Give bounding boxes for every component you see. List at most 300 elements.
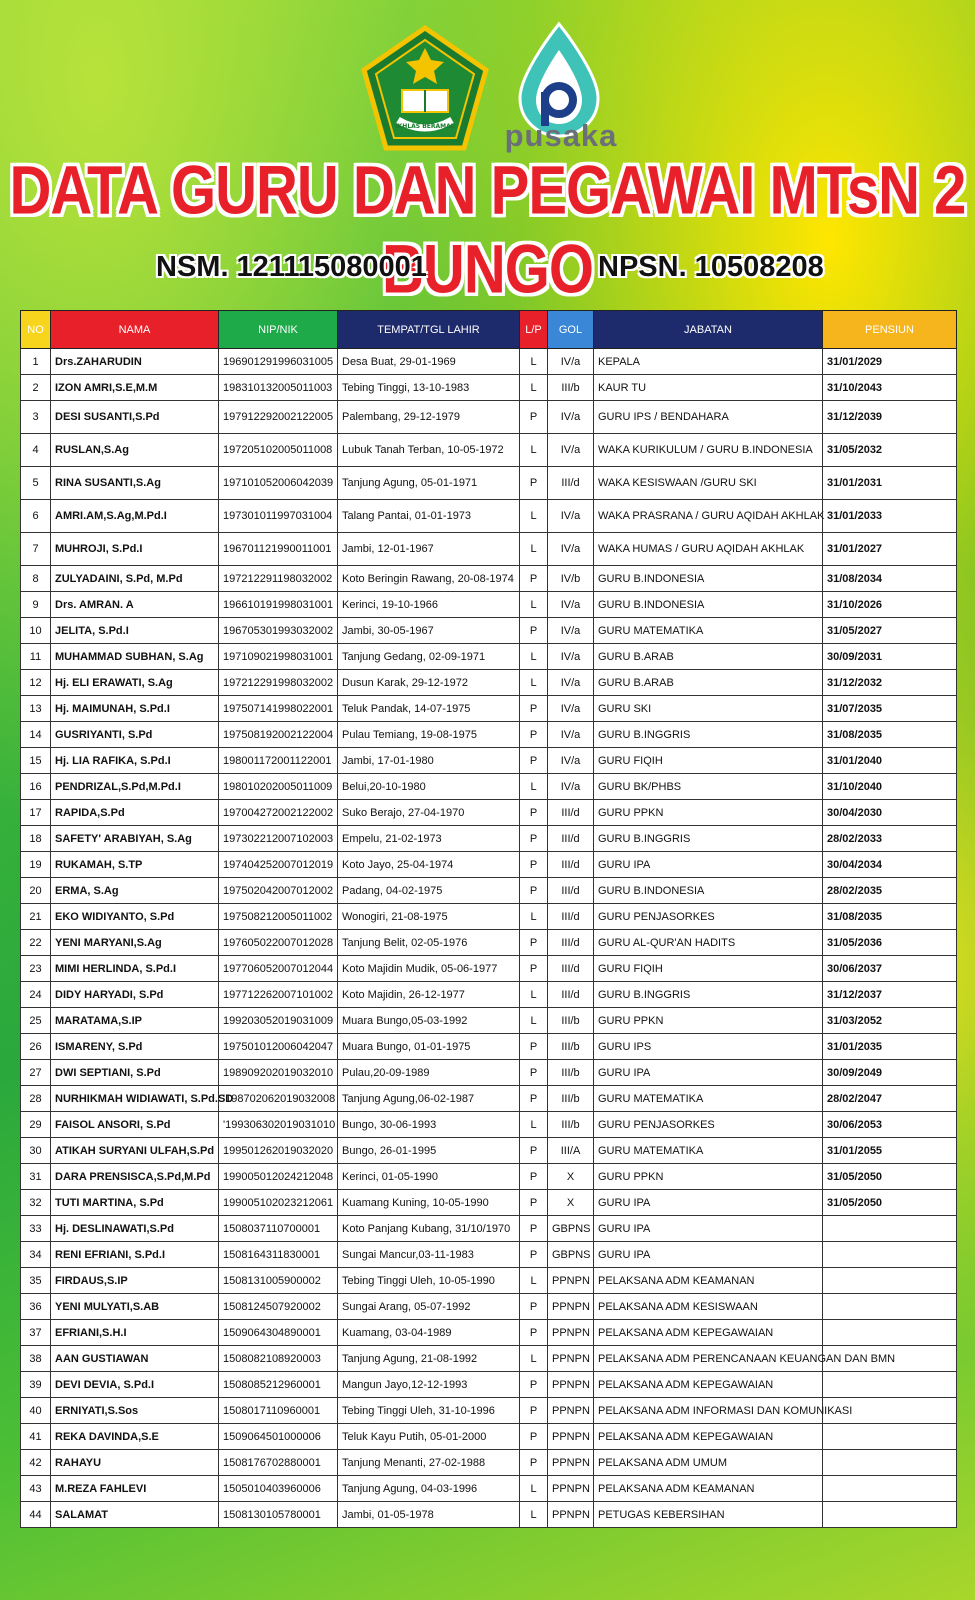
cell-pensiun bbox=[823, 1476, 957, 1502]
cell-gol: PPNPN bbox=[548, 1424, 594, 1450]
cell-lp: L bbox=[520, 1346, 548, 1372]
cell-no: 35 bbox=[21, 1268, 51, 1294]
cell-pensiun: 31/12/2037 bbox=[823, 982, 957, 1008]
cell-lp: P bbox=[520, 1320, 548, 1346]
cell-gol: III/d bbox=[548, 826, 594, 852]
cell-nama: RAHAYU bbox=[51, 1450, 219, 1476]
table-row bbox=[21, 1242, 957, 1268]
cell-no: 9 bbox=[21, 592, 51, 618]
table-row bbox=[21, 982, 957, 1008]
cell-gol: X bbox=[548, 1190, 594, 1216]
cell-lp: P bbox=[520, 1164, 548, 1190]
cell-tempat-tgl-lahir: Tebing Tinggi, 13-10-1983 bbox=[338, 375, 520, 401]
cell-no: 30 bbox=[21, 1138, 51, 1164]
npsn-label: NPSN. 10508208 bbox=[598, 251, 824, 283]
table-row bbox=[21, 826, 957, 852]
table-row bbox=[21, 1424, 957, 1450]
table-row bbox=[21, 1476, 957, 1502]
cell-pensiun bbox=[823, 1424, 957, 1450]
cell-tempat-tgl-lahir: Muara Bungo, 01-01-1975 bbox=[338, 1034, 520, 1060]
cell-tempat-tgl-lahir: Mangun Jayo,12-12-1993 bbox=[338, 1372, 520, 1398]
cell-nama: ATIKAH SURYANI ULFAH,S.Pd bbox=[51, 1138, 219, 1164]
header-lp: L/P bbox=[520, 311, 548, 349]
cell-no: 14 bbox=[21, 722, 51, 748]
cell-nip: 197212291998032002 bbox=[219, 670, 338, 696]
cell-gol: III/A bbox=[548, 1138, 594, 1164]
cell-no: 23 bbox=[21, 956, 51, 982]
cell-jabatan: KEPALA bbox=[594, 349, 823, 375]
cell-jabatan: PELAKSANA ADM KESISWAAN bbox=[594, 1294, 823, 1320]
cell-jabatan: GURU B.INDONESIA bbox=[594, 592, 823, 618]
cell-nip: 1508124507920002 bbox=[219, 1294, 338, 1320]
cell-jabatan: GURU B.INGGRIS bbox=[594, 826, 823, 852]
cell-jabatan: WAKA PRASRANA / GURU AQIDAH AKHLAK bbox=[594, 500, 823, 533]
cell-no: 22 bbox=[21, 930, 51, 956]
cell-nip: 1508085212960001 bbox=[219, 1372, 338, 1398]
cell-jabatan: KAUR TU bbox=[594, 375, 823, 401]
cell-pensiun bbox=[823, 1242, 957, 1268]
cell-pensiun: 28/02/2033 bbox=[823, 826, 957, 852]
cell-lp: P bbox=[520, 401, 548, 434]
header-tempat-tgl-lahir: TEMPAT/TGL LAHIR bbox=[338, 311, 520, 349]
table-row bbox=[21, 878, 957, 904]
cell-nip: 197501012006042047 bbox=[219, 1034, 338, 1060]
table-row bbox=[21, 1268, 957, 1294]
cell-no: 8 bbox=[21, 566, 51, 592]
cell-no: 2 bbox=[21, 375, 51, 401]
cell-nama: ISMARENY, S.Pd bbox=[51, 1034, 219, 1060]
cell-gol: III/b bbox=[548, 1086, 594, 1112]
cell-nama: RAPIDA,S.Pd bbox=[51, 800, 219, 826]
cell-nip: 197912292002122005 bbox=[219, 401, 338, 434]
cell-nip: 197301011997031004 bbox=[219, 500, 338, 533]
cell-nip: 1508017110960001 bbox=[219, 1398, 338, 1424]
cell-no: 19 bbox=[21, 852, 51, 878]
cell-nip: 197109021998031001 bbox=[219, 644, 338, 670]
cell-no: 21 bbox=[21, 904, 51, 930]
cell-pensiun: 30/04/2034 bbox=[823, 852, 957, 878]
cell-nama: FAISOL ANSORI, S.Pd bbox=[51, 1112, 219, 1138]
cell-pensiun: 30/09/2049 bbox=[823, 1060, 957, 1086]
cell-lp: P bbox=[520, 852, 548, 878]
cell-nip: 196705301993032002 bbox=[219, 618, 338, 644]
cell-tempat-tgl-lahir: Koto Panjang Kubang, 31/10/1970 bbox=[338, 1216, 520, 1242]
cell-gol: PPNPN bbox=[548, 1372, 594, 1398]
cell-nama: AMRI.AM,S.Ag,M.Pd.I bbox=[51, 500, 219, 533]
cell-nip: 198010202005011009 bbox=[219, 774, 338, 800]
cell-jabatan: GURU IPA bbox=[594, 1060, 823, 1086]
cell-jabatan: GURU B.ARAB bbox=[594, 644, 823, 670]
cell-gol: III/b bbox=[548, 1034, 594, 1060]
cell-nama: DWI SEPTIANI, S.Pd bbox=[51, 1060, 219, 1086]
cell-tempat-tgl-lahir: Jambi, 17-01-1980 bbox=[338, 748, 520, 774]
cell-nama: ZULYADAINI, S.Pd, M.Pd bbox=[51, 566, 219, 592]
cell-no: 34 bbox=[21, 1242, 51, 1268]
cell-no: 39 bbox=[21, 1372, 51, 1398]
cell-nip: 199501262019032020 bbox=[219, 1138, 338, 1164]
cell-tempat-tgl-lahir: Tebing Tinggi Uleh, 10-05-1990 bbox=[338, 1268, 520, 1294]
cell-jabatan: PELAKSANA ADM KEPEGAWAIAN bbox=[594, 1372, 823, 1398]
cell-no: 38 bbox=[21, 1346, 51, 1372]
cell-pensiun: 30/04/2030 bbox=[823, 800, 957, 826]
cell-lp: P bbox=[520, 930, 548, 956]
cell-nama: SAFETY' ARABIYAH, S.Ag bbox=[51, 826, 219, 852]
table-row bbox=[21, 1008, 957, 1034]
cell-gol: IV/b bbox=[548, 566, 594, 592]
kemenag-logo-icon bbox=[358, 24, 492, 156]
cell-tempat-tgl-lahir: Suko Berajo, 27-04-1970 bbox=[338, 800, 520, 826]
cell-nama: EFRIANI,S.H.I bbox=[51, 1320, 219, 1346]
cell-tempat-tgl-lahir: Padang, 04-02-1975 bbox=[338, 878, 520, 904]
header bbox=[0, 0, 975, 308]
cell-pensiun: 30/06/2037 bbox=[823, 956, 957, 982]
cell-lp: P bbox=[520, 1086, 548, 1112]
cell-no: 26 bbox=[21, 1034, 51, 1060]
cell-nama: Hj. DESLINAWATI,S.Pd bbox=[51, 1216, 219, 1242]
cell-tempat-tgl-lahir: Palembang, 29-12-1979 bbox=[338, 401, 520, 434]
cell-jabatan: GURU PENJASORKES bbox=[594, 904, 823, 930]
table-row bbox=[21, 533, 957, 566]
cell-tempat-tgl-lahir: Sungai Arang, 05-07-1992 bbox=[338, 1294, 520, 1320]
cell-pensiun bbox=[823, 1450, 957, 1476]
cell-tempat-tgl-lahir: Talang Pantai, 01-01-1973 bbox=[338, 500, 520, 533]
table-body bbox=[21, 349, 957, 1528]
cell-nama: MIMI HERLINDA, S.Pd.I bbox=[51, 956, 219, 982]
cell-gol: III/d bbox=[548, 878, 594, 904]
table-row bbox=[21, 1346, 957, 1372]
cell-gol: III/d bbox=[548, 467, 594, 500]
cell-tempat-tgl-lahir: Koto Majidin Mudik, 05-06-1977 bbox=[338, 956, 520, 982]
cell-nip: '198702062019032008 bbox=[219, 1086, 338, 1112]
cell-jabatan: GURU IPA bbox=[594, 852, 823, 878]
cell-jabatan: GURU IPS bbox=[594, 1034, 823, 1060]
cell-tempat-tgl-lahir: Tanjung Belit, 02-05-1976 bbox=[338, 930, 520, 956]
table-row bbox=[21, 670, 957, 696]
cell-nip: 196701121990011001 bbox=[219, 533, 338, 566]
cell-lp: P bbox=[520, 1242, 548, 1268]
cell-nama: FIRDAUS,S.IP bbox=[51, 1268, 219, 1294]
cell-nama: Hj. LIA RAFIKA, S.Pd.I bbox=[51, 748, 219, 774]
cell-no: 36 bbox=[21, 1294, 51, 1320]
cell-lp: P bbox=[520, 1424, 548, 1450]
cell-no: 20 bbox=[21, 878, 51, 904]
table-row bbox=[21, 1034, 957, 1060]
cell-nip: 197508212005011002 bbox=[219, 904, 338, 930]
cell-no: 28 bbox=[21, 1086, 51, 1112]
cell-nip: 1508082108920003 bbox=[219, 1346, 338, 1372]
cell-jabatan: GURU FIQIH bbox=[594, 956, 823, 982]
page-title: DATA GURU DAN PEGAWAI MTsN 2 BUNGO bbox=[9, 152, 966, 308]
cell-gol: IV/a bbox=[548, 618, 594, 644]
table-row bbox=[21, 1138, 957, 1164]
cell-gol: IV/a bbox=[548, 722, 594, 748]
cell-jabatan: WAKA KURIKULUM / GURU B.INDONESIA bbox=[594, 434, 823, 467]
cell-nip: 199005012024212048 bbox=[219, 1164, 338, 1190]
cell-nip: 1509064304890001 bbox=[219, 1320, 338, 1346]
cell-nip: 1508131005900002 bbox=[219, 1268, 338, 1294]
cell-pensiun bbox=[823, 1320, 957, 1346]
cell-tempat-tgl-lahir: Pulau,20-09-1989 bbox=[338, 1060, 520, 1086]
cell-gol: PPNPN bbox=[548, 1268, 594, 1294]
table-row bbox=[21, 800, 957, 826]
cell-no: 43 bbox=[21, 1476, 51, 1502]
cell-pensiun: 31/05/2036 bbox=[823, 930, 957, 956]
table-row bbox=[21, 375, 957, 401]
cell-tempat-tgl-lahir: Koto Jayo, 25-04-1974 bbox=[338, 852, 520, 878]
cell-jabatan: GURU FIQIH bbox=[594, 748, 823, 774]
cell-nama: DARA PRENSISCA,S.Pd,M.Pd bbox=[51, 1164, 219, 1190]
table-row bbox=[21, 401, 957, 434]
table-row bbox=[21, 644, 957, 670]
cell-nip: 1505010403960006 bbox=[219, 1476, 338, 1502]
cell-nama: RINA SUSANTI,S.Ag bbox=[51, 467, 219, 500]
cell-lp: L bbox=[520, 349, 548, 375]
cell-no: 33 bbox=[21, 1216, 51, 1242]
cell-tempat-tgl-lahir: Teluk Pandak, 14-07-1975 bbox=[338, 696, 520, 722]
cell-nama: RENI EFRIANI, S.Pd.I bbox=[51, 1242, 219, 1268]
cell-no: 1 bbox=[21, 349, 51, 375]
cell-pensiun: 31/10/2043 bbox=[823, 375, 957, 401]
cell-tempat-tgl-lahir: Kuamang, 03-04-1989 bbox=[338, 1320, 520, 1346]
cell-no: 40 bbox=[21, 1398, 51, 1424]
cell-jabatan: PELAKSANA ADM KEAMANAN bbox=[594, 1476, 823, 1502]
table-row bbox=[21, 1450, 957, 1476]
pusaka-label: pusaka bbox=[504, 118, 618, 153]
cell-no: 5 bbox=[21, 467, 51, 500]
cell-nip: 197101052006042039 bbox=[219, 467, 338, 500]
cell-lp: L bbox=[520, 375, 548, 401]
cell-gol: PPNPN bbox=[548, 1294, 594, 1320]
cell-gol: III/d bbox=[548, 930, 594, 956]
cell-pensiun: 31/08/2035 bbox=[823, 722, 957, 748]
kemenag-motto: IKHLAS BERAMAL bbox=[395, 123, 455, 130]
cell-tempat-tgl-lahir: Kerinci, 19-10-1966 bbox=[338, 592, 520, 618]
cell-lp: P bbox=[520, 1450, 548, 1476]
cell-nip: 196610191998031001 bbox=[219, 592, 338, 618]
cell-jabatan: GURU PPKN bbox=[594, 800, 823, 826]
header-nip: NIP/NIK bbox=[219, 311, 338, 349]
cell-nama: RUSLAN,S.Ag bbox=[51, 434, 219, 467]
cell-no: 18 bbox=[21, 826, 51, 852]
cell-pensiun: 31/05/2027 bbox=[823, 618, 957, 644]
cell-gol: III/b bbox=[548, 1060, 594, 1086]
cell-pensiun bbox=[823, 1216, 957, 1242]
cell-tempat-tgl-lahir: Lubuk Tanah Terban, 10-05-1972 bbox=[338, 434, 520, 467]
cell-nama: JELITA, S.Pd.I bbox=[51, 618, 219, 644]
cell-no: 25 bbox=[21, 1008, 51, 1034]
cell-nama: PENDRIZAL,S.Pd,M.Pd.I bbox=[51, 774, 219, 800]
cell-nama: ERNIYATI,S.Sos bbox=[51, 1398, 219, 1424]
cell-lp: L bbox=[520, 904, 548, 930]
cell-nama: ERMA, S.Ag bbox=[51, 878, 219, 904]
cell-pensiun: 31/08/2035 bbox=[823, 904, 957, 930]
cell-nama: Drs. AMRAN. A bbox=[51, 592, 219, 618]
cell-lp: P bbox=[520, 1216, 548, 1242]
cell-jabatan: PELAKSANA ADM INFORMASI DAN KOMUNIKASI bbox=[594, 1398, 823, 1424]
cell-jabatan: PELAKSANA ADM UMUM bbox=[594, 1450, 823, 1476]
staff-table bbox=[20, 310, 957, 1528]
table-row bbox=[21, 1372, 957, 1398]
cell-nama: NURHIKMAH WIDIAWATI, S.Pd.SD bbox=[51, 1086, 219, 1112]
table-row bbox=[21, 930, 957, 956]
cell-nip: 197605022007012028 bbox=[219, 930, 338, 956]
cell-pensiun: 31/10/2026 bbox=[823, 592, 957, 618]
cell-tempat-tgl-lahir: Tanjung Menanti, 27-02-1988 bbox=[338, 1450, 520, 1476]
table-row bbox=[21, 566, 957, 592]
cell-no: 12 bbox=[21, 670, 51, 696]
cell-tempat-tgl-lahir: Jambi, 12-01-1967 bbox=[338, 533, 520, 566]
cell-no: 27 bbox=[21, 1060, 51, 1086]
cell-tempat-tgl-lahir: Empelu, 21-02-1973 bbox=[338, 826, 520, 852]
cell-lp: P bbox=[520, 1060, 548, 1086]
cell-no: 7 bbox=[21, 533, 51, 566]
cell-gol: III/d bbox=[548, 982, 594, 1008]
table-row bbox=[21, 349, 957, 375]
cell-pensiun bbox=[823, 1372, 957, 1398]
cell-jabatan: GURU B.INDONESIA bbox=[594, 878, 823, 904]
cell-tempat-tgl-lahir: Teluk Kayu Putih, 05-01-2000 bbox=[338, 1424, 520, 1450]
cell-tempat-tgl-lahir: Belui,20-10-1980 bbox=[338, 774, 520, 800]
table-row bbox=[21, 592, 957, 618]
cell-jabatan: GURU BK/PHBS bbox=[594, 774, 823, 800]
cell-pensiun: 31/01/2027 bbox=[823, 533, 957, 566]
cell-no: 11 bbox=[21, 644, 51, 670]
cell-lp: L bbox=[520, 1112, 548, 1138]
cell-nama: EKO WIDIYANTO, S.Pd bbox=[51, 904, 219, 930]
cell-nama: MUHAMMAD SUBHAN, S.Ag bbox=[51, 644, 219, 670]
cell-no: 15 bbox=[21, 748, 51, 774]
cell-nama: YENI MULYATI,S.AB bbox=[51, 1294, 219, 1320]
cell-nip: 1508164311830001 bbox=[219, 1242, 338, 1268]
cell-gol: III/b bbox=[548, 375, 594, 401]
cell-nip: 197706052007012044 bbox=[219, 956, 338, 982]
cell-jabatan: GURU MATEMATIKA bbox=[594, 1138, 823, 1164]
cell-no: 29 bbox=[21, 1112, 51, 1138]
cell-nip: '199306302019031010 bbox=[219, 1112, 338, 1138]
cell-lp: P bbox=[520, 1294, 548, 1320]
cell-no: 10 bbox=[21, 618, 51, 644]
cell-nama: MARATAMA,S.IP bbox=[51, 1008, 219, 1034]
cell-lp: P bbox=[520, 826, 548, 852]
cell-no: 16 bbox=[21, 774, 51, 800]
cell-gol: GBPNS bbox=[548, 1242, 594, 1268]
cell-pensiun: 31/12/2032 bbox=[823, 670, 957, 696]
cell-jabatan: GURU PPKN bbox=[594, 1008, 823, 1034]
cell-tempat-tgl-lahir: Kerinci, 01-05-1990 bbox=[338, 1164, 520, 1190]
cell-jabatan: PELAKSANA ADM PERENCANAAN KEUANGAN DAN BMN bbox=[594, 1346, 823, 1372]
cell-nip: 198001172001122001 bbox=[219, 748, 338, 774]
cell-jabatan: GURU IPA bbox=[594, 1242, 823, 1268]
cell-gol: III/d bbox=[548, 800, 594, 826]
table-row bbox=[21, 1320, 957, 1346]
cell-jabatan: GURU B.INGGRIS bbox=[594, 722, 823, 748]
cell-gol: IV/a bbox=[548, 644, 594, 670]
cell-lp: L bbox=[520, 592, 548, 618]
cell-gol: PPNPN bbox=[548, 1476, 594, 1502]
table-row bbox=[21, 1190, 957, 1216]
table-row bbox=[21, 434, 957, 467]
table-row bbox=[21, 1294, 957, 1320]
cell-jabatan: WAKA HUMAS / GURU AQIDAH AKHLAK bbox=[594, 533, 823, 566]
cell-jabatan: GURU MATEMATIKA bbox=[594, 618, 823, 644]
cell-jabatan: GURU IPS / BENDAHARA bbox=[594, 401, 823, 434]
cell-jabatan: PETUGAS KEBERSIHAN bbox=[594, 1502, 823, 1528]
cell-pensiun: 31/01/2055 bbox=[823, 1138, 957, 1164]
cell-nip: 197004272002122002 bbox=[219, 800, 338, 826]
cell-gol: PPNPN bbox=[548, 1346, 594, 1372]
cell-no: 13 bbox=[21, 696, 51, 722]
cell-tempat-tgl-lahir: Dusun Karak, 29-12-1972 bbox=[338, 670, 520, 696]
cell-jabatan: PELAKSANA ADM KEPEGAWAIAN bbox=[594, 1424, 823, 1450]
cell-nama: Drs.ZAHARUDIN bbox=[51, 349, 219, 375]
cell-pensiun: 31/10/2040 bbox=[823, 774, 957, 800]
cell-pensiun: 31/07/2035 bbox=[823, 696, 957, 722]
cell-tempat-tgl-lahir: Tanjung Agung, 21-08-1992 bbox=[338, 1346, 520, 1372]
cell-lp: P bbox=[520, 1138, 548, 1164]
cell-lp: L bbox=[520, 774, 548, 800]
cell-nama: M.REZA FAHLEVI bbox=[51, 1476, 219, 1502]
cell-jabatan: PELAKSANA ADM KEPEGAWAIAN bbox=[594, 1320, 823, 1346]
cell-nama: SALAMAT bbox=[51, 1502, 219, 1528]
cell-gol: IV/a bbox=[548, 774, 594, 800]
cell-pensiun bbox=[823, 1268, 957, 1294]
cell-nip: 197712262007101002 bbox=[219, 982, 338, 1008]
cell-no: 44 bbox=[21, 1502, 51, 1528]
cell-lp: P bbox=[520, 696, 548, 722]
cell-pensiun: 31/01/2029 bbox=[823, 349, 957, 375]
cell-pensiun: 28/02/2047 bbox=[823, 1086, 957, 1112]
cell-pensiun bbox=[823, 1502, 957, 1528]
cell-gol: GBPNS bbox=[548, 1216, 594, 1242]
table-row bbox=[21, 1164, 957, 1190]
cell-pensiun: 31/01/2040 bbox=[823, 748, 957, 774]
cell-pensiun: 31/01/2033 bbox=[823, 500, 957, 533]
cell-lp: L bbox=[520, 533, 548, 566]
cell-pensiun: 31/01/2035 bbox=[823, 1034, 957, 1060]
cell-tempat-tgl-lahir: Sungai Mancur,03-11-1983 bbox=[338, 1242, 520, 1268]
cell-nip: 198310132005011003 bbox=[219, 375, 338, 401]
cell-no: 37 bbox=[21, 1320, 51, 1346]
cell-nip: 199005102023212061 bbox=[219, 1190, 338, 1216]
cell-gol: PPNPN bbox=[548, 1450, 594, 1476]
cell-no: 31 bbox=[21, 1164, 51, 1190]
cell-tempat-tgl-lahir: Tebing Tinggi Uleh, 31-10-1996 bbox=[338, 1398, 520, 1424]
cell-pensiun: 31/05/2050 bbox=[823, 1190, 957, 1216]
cell-gol: III/b bbox=[548, 1008, 594, 1034]
table-row bbox=[21, 467, 957, 500]
table-header-row bbox=[21, 311, 957, 349]
cell-gol: IV/a bbox=[548, 696, 594, 722]
cell-nama: GUSRIYANTI, S.Pd bbox=[51, 722, 219, 748]
cell-gol: PPNPN bbox=[548, 1398, 594, 1424]
cell-tempat-tgl-lahir: Wonogiri, 21-08-1975 bbox=[338, 904, 520, 930]
cell-lp: P bbox=[520, 1398, 548, 1424]
cell-gol: III/d bbox=[548, 956, 594, 982]
cell-no: 32 bbox=[21, 1190, 51, 1216]
cell-pensiun: 31/05/2032 bbox=[823, 434, 957, 467]
cell-nip: 199203052019031009 bbox=[219, 1008, 338, 1034]
cell-jabatan: WAKA KESISWAAN /GURU SKI bbox=[594, 467, 823, 500]
cell-nip: 197404252007012019 bbox=[219, 852, 338, 878]
cell-jabatan: GURU SKI bbox=[594, 696, 823, 722]
cell-nama: DESI SUSANTI,S.Pd bbox=[51, 401, 219, 434]
cell-gol: IV/a bbox=[548, 401, 594, 434]
cell-tempat-tgl-lahir: Tanjung Agung,06-02-1987 bbox=[338, 1086, 520, 1112]
cell-tempat-tgl-lahir: Koto Majidin, 26-12-1977 bbox=[338, 982, 520, 1008]
cell-nip: 197302212007102003 bbox=[219, 826, 338, 852]
cell-tempat-tgl-lahir: Bungo, 30-06-1993 bbox=[338, 1112, 520, 1138]
cell-pensiun: 28/02/2035 bbox=[823, 878, 957, 904]
